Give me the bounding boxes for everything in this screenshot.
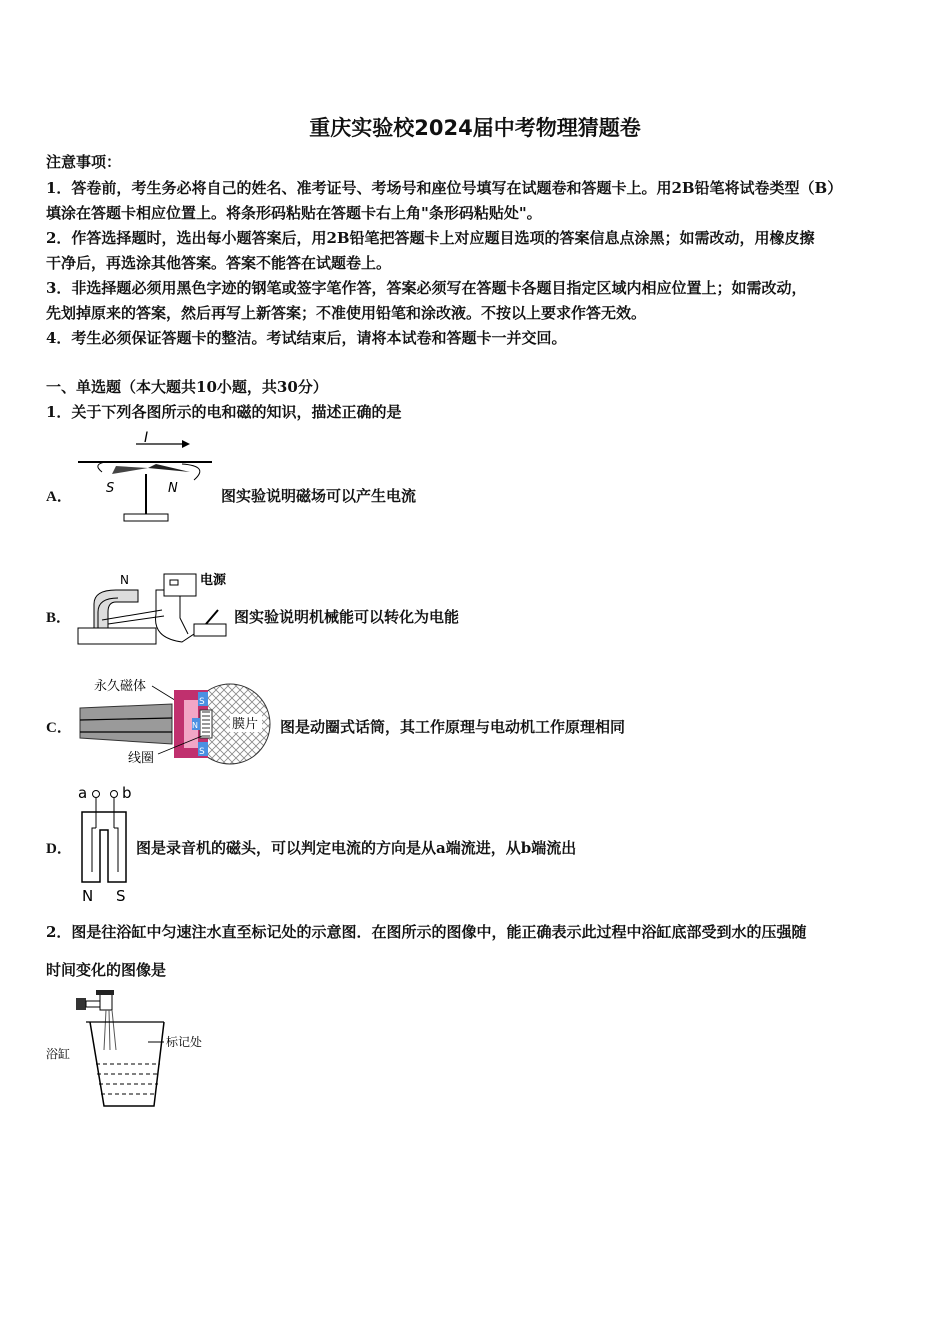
magnet-label: 永久磁体 bbox=[94, 679, 147, 694]
option-a-letter: A． bbox=[46, 489, 72, 505]
notice-line: 2．作答选择题时，选出每小题答案后，用2B铅笔把答题卡上对应题目选项的答案信息点涂黑；如需改动，用橡皮擦 bbox=[46, 229, 815, 247]
section-heading: 一、单选题（本大题共10小题，共30分） bbox=[46, 378, 328, 396]
notice-line: 1．答卷前，考生务必将自己的姓名、准考证号、考场号和座位号填写在试题卷和答题卡上。用2B铅笔将试卷类型（B） bbox=[46, 179, 843, 197]
pole-s-bottom: S bbox=[199, 747, 205, 757]
notice-line: 先划掉原来的答案，然后再写上新答案；不准使用铅笔和涂改液。不按以上要求作答无效。 bbox=[46, 304, 647, 322]
option-b-letter: B． bbox=[46, 610, 72, 626]
coil-label: 线圈 bbox=[128, 751, 155, 766]
option-d-text: 图是录音机的磁头，可以判定电流的方向是从a端流进，从b端流出 bbox=[136, 839, 577, 857]
mark-label: 标记处 bbox=[166, 1035, 203, 1049]
power-label: 电源 bbox=[200, 573, 227, 588]
pole-s-top: S bbox=[199, 697, 205, 707]
question-2-stem: 2．图是往浴缸中匀速注水直至标记处的示意图．在图所示的图像中，能正确表示此过程中浴缸底部受到水的压强随 bbox=[46, 923, 807, 941]
head-north-label: N bbox=[82, 887, 94, 905]
notice-line: 填涂在答题卡相应位置上。将条形码粘贴在答题卡右上角"条形码粘贴处"。 bbox=[46, 204, 542, 222]
option-c-letter: C． bbox=[46, 720, 72, 736]
tub-label: 浴缸 bbox=[46, 1047, 71, 1061]
question-2-stem-cont: 时间变化的图像是 bbox=[46, 961, 167, 979]
recorder-head-figure bbox=[72, 782, 136, 906]
notice-heading: 注意事项： bbox=[46, 153, 122, 171]
current-label: I bbox=[144, 430, 149, 446]
page-title: 重庆实验校2024届中考物理猜题卷 bbox=[309, 116, 641, 140]
question-1-stem: 1．关于下列各图所示的电和磁的知识，描述正确的是 bbox=[46, 403, 402, 421]
notice-line: 3．非选择题必须用黑色字迹的钢笔或签字笔作答，答案必须写在答题卡各题目指定区域内相应位置上；如需改动， bbox=[46, 279, 807, 297]
option-d-letter: D． bbox=[46, 841, 72, 857]
option-b-text: 图实验说明机械能可以转化为电能 bbox=[234, 608, 460, 626]
diaphragm-label: 膜片 bbox=[232, 717, 259, 732]
head-south-label: S bbox=[116, 887, 126, 905]
compass-current-figure bbox=[72, 428, 220, 530]
notice-line: 4．考生必须保证答题卡的整洁。考试结束后，请将本试卷和答题卡一并交回。 bbox=[46, 329, 567, 347]
bathtub-figure bbox=[44, 988, 214, 1112]
terminal-b-label: b bbox=[122, 784, 132, 802]
pole-n-mid: N bbox=[192, 721, 198, 730]
microphone-figure bbox=[72, 674, 272, 766]
south-label: S bbox=[106, 481, 115, 496]
option-c-text: 图是动圈式话筒，其工作原理与电动机工作原理相同 bbox=[280, 718, 626, 736]
north-label: N bbox=[168, 481, 178, 496]
notice-line: 干净后，再选涂其他答案。答案不能答在试题卷上。 bbox=[46, 254, 392, 272]
terminal-a-label: a bbox=[78, 784, 88, 802]
option-a-text: 图实验说明磁场可以产生电流 bbox=[221, 487, 417, 505]
magnet-north-label: N bbox=[120, 573, 129, 587]
magnet-circuit-figure bbox=[72, 568, 234, 650]
